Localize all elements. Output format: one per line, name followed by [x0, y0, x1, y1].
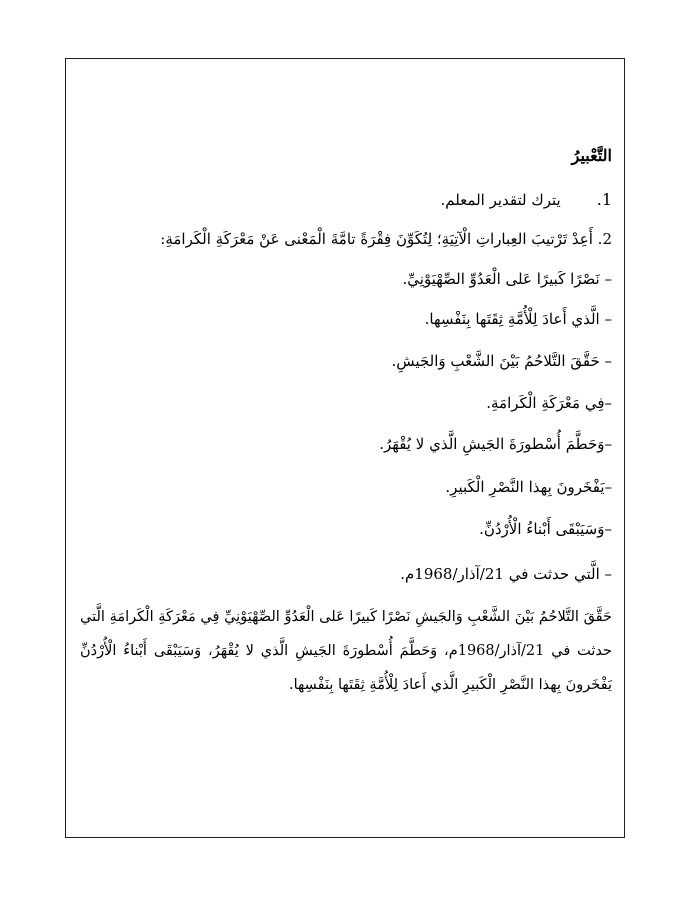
- phrase-1: – نَصْرًا كَبيرًا عَلى الْعَدُوِّ الصِّهْيَوْنِيِّ.: [402, 270, 612, 288]
- phrase-8: – الَّتي حدثت في 21/آذار/1968م.: [400, 565, 612, 583]
- question-1-text: يترك لتقدير المعلم.: [440, 191, 561, 209]
- question-2: 2. أَعِدْ تَرْتيبَ العِباراتِ الْآتِيَةِ؛ لِتُكَوِّنَ فِقْرَةً تامَّةَ الْمَعْنى عَنْ مَعْرَكَةِ الْكَرامَةِ:: [160, 230, 612, 248]
- section-title: التَّعْبيرُ: [571, 146, 612, 165]
- phrase-3: – حَقَّقَ التَّلاحُمُ بَيْنَ الشَّعْبِ وَالجَيشِ.: [391, 352, 612, 370]
- answer-paragraph: حَقَّقَ التَّلاحُمُ بَيْنَ الشَّعْبِ وَالجَيشِ نَصْرًا كَبيرًا عَلى الْعَدُوِّ الصِّهْيَوْنِيِّ فِي مَعْرَكَةِ الْكَرامَةِ الَّتي حدثت في 21/آذار/1968م، وَحَطَّمَ أُسْطورَةَ الجَيشِ الَّذي لا يُقْهَرُ، وَسَيَبْقَى أَبْناءُ الْأُرْدُنِّ يَفْخَرونَ بِهذا النَّصْرِ الْكَبيرِ الَّذي أَعادَ لِلْأُمَّةِ ثِقَتَها بِنَفْسِها.: [80, 609, 612, 693]
- phrase-4: –فِي مَعْرَكَةِ الْكَرامَةِ.: [486, 394, 612, 412]
- phrase-7: –وَسَيَبْقَى أَبْناءُ الْأُرْدُنِّ.: [479, 520, 612, 538]
- phrase-2: – الَّذي أَعادَ لِلْأُمَّةِ ثِقَتَها بِنَفْسِها.: [424, 310, 612, 328]
- phrase-6: –يَفْخَرونَ بِهذا النَّصْرِ الْكَبيرِ.: [445, 478, 612, 496]
- question-1: [440, 190, 612, 209]
- question-1-number: 1.: [596, 190, 612, 209]
- phrase-5: –وَحَطَّمَ أُسْطورَةَ الجَيشِ الَّذي لا يُقْهَرُ.: [379, 435, 612, 453]
